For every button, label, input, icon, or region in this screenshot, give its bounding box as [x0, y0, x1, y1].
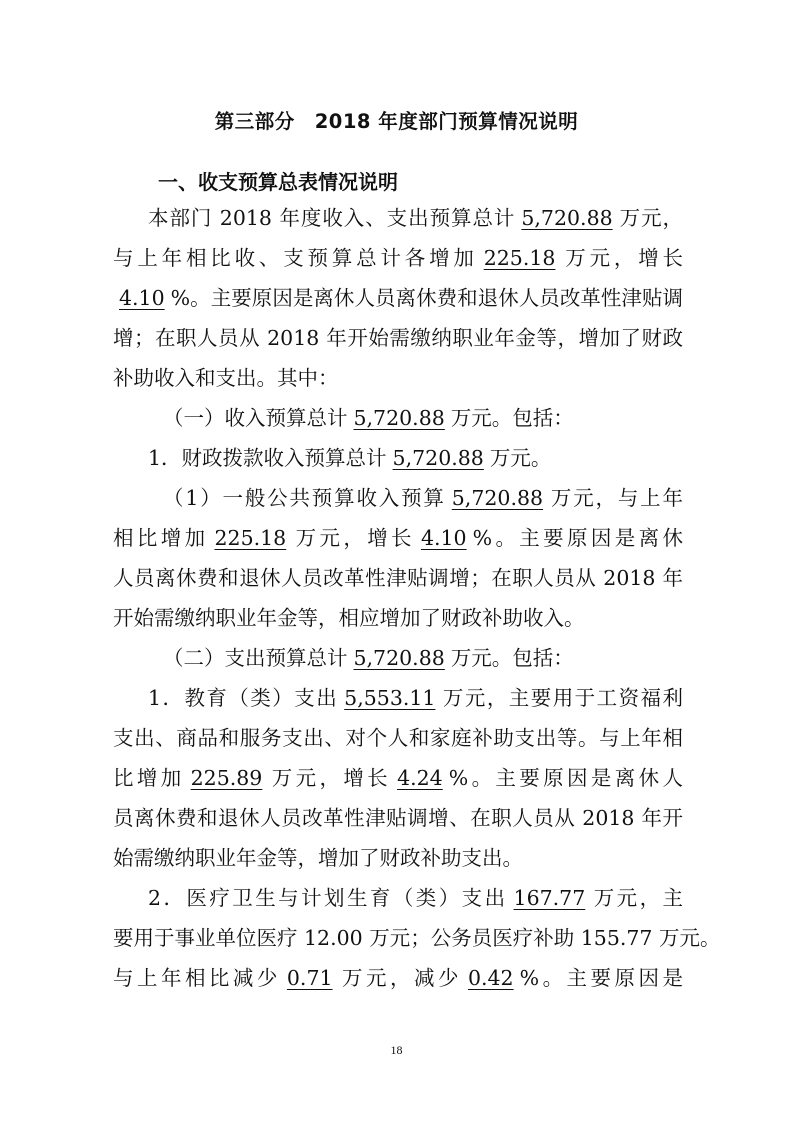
- text-line: [113, 958, 683, 998]
- text-segment: 万元，: [618, 206, 684, 230]
- text-line: [113, 838, 683, 878]
- text-line: [113, 238, 683, 278]
- underlined-value: 5,553.11: [344, 686, 436, 710]
- underlined-value: 4.24: [397, 766, 443, 790]
- underlined-value: 225.18: [483, 246, 556, 270]
- underlined-value: 167.77: [513, 886, 586, 910]
- text-segment: 万元，增长: [268, 766, 392, 790]
- underlined-value: 0.71: [286, 966, 333, 990]
- text-segment: 支出、商品和服务支出、对个人和家庭补助支出等。与上年相: [113, 726, 683, 750]
- text-segment: 万元。包括：: [450, 406, 574, 430]
- underlined-value: 5,720.88: [353, 406, 445, 430]
- text-segment: 开始需缴纳职业年金等，相应增加了财政补助收入。: [113, 606, 585, 630]
- text-segment: 2．医疗卫生与计划生育（类）支出: [148, 886, 508, 910]
- text-line: [113, 598, 683, 638]
- text-line: [113, 278, 683, 318]
- page-number: 18: [390, 1043, 403, 1057]
- text-segment: 万元，增长: [292, 526, 415, 550]
- text-segment: （二）支出预算总计: [163, 646, 348, 670]
- text-line: [163, 638, 683, 678]
- text-segment: 增；在职人员从 2018 年开始需缴纳职业年金等，增加了财政: [113, 326, 683, 350]
- text-line: [148, 198, 683, 238]
- text-line: [113, 758, 683, 798]
- underlined-value: 5,720.88: [521, 206, 613, 230]
- underlined-value: 5,720.88: [392, 446, 484, 470]
- text-segment: 员离休费和退休人员改革性津贴调增、在职人员从 2018 年开: [113, 806, 683, 830]
- underlined-value: 225.18: [214, 526, 287, 550]
- text-segment: （一）收入预算总计: [163, 406, 348, 430]
- text-line: [148, 438, 683, 478]
- page-title: 第三部分 2018 年度部门预算情况说明: [214, 110, 579, 133]
- text-line: [148, 878, 683, 918]
- text-segment: 1．教育（类）支出: [148, 686, 339, 710]
- text-segment: 始需缴纳职业年金等，增加了财政补助支出。: [113, 846, 523, 870]
- text-line: [163, 478, 683, 518]
- text-segment: %。主要原因是离休人: [448, 766, 684, 790]
- text-segment: 与上年相比收、支预算总计各增加: [113, 246, 478, 270]
- text-segment: 与上年相比减少: [113, 966, 281, 990]
- text-segment: 人员离休费和退休人员改革性津贴调增；在职人员从 2018 年: [113, 566, 683, 590]
- text-line: [113, 798, 683, 838]
- text-segment: 万元，主要用于工资福利: [441, 686, 684, 710]
- underlined-value: 5,720.88: [451, 486, 544, 510]
- text-segment: 万元，与上年: [549, 486, 684, 510]
- text-line: [113, 718, 683, 758]
- text-line: [113, 558, 683, 598]
- text-segment: 比增加: [113, 766, 185, 790]
- text-segment: 要用于事业单位医疗 12.00 万元；公务员医疗补助 155.77 万元。: [113, 926, 721, 950]
- text-segment: %。主要原因是: [519, 966, 683, 990]
- text-line: [163, 398, 683, 438]
- underlined-value: 5,720.88: [353, 646, 445, 670]
- underlined-value: 225.89: [190, 766, 263, 790]
- text-line: [113, 318, 683, 358]
- text-segment: 万元，主: [591, 886, 684, 910]
- text-line: [148, 678, 683, 718]
- text-segment: （1）一般公共预算收入预算: [163, 486, 446, 510]
- section-heading: 一、收支预算总表情况说明: [158, 170, 398, 194]
- text-line: [113, 518, 683, 558]
- text-segment: 万元，减少: [338, 966, 462, 990]
- text-segment: 万元。: [489, 446, 552, 470]
- text-line: [113, 918, 721, 958]
- text-segment: %。主要原因是离休人员离休费和退休人员改革性津贴调: [170, 286, 683, 310]
- underlined-value: 4.10: [420, 526, 467, 550]
- underlined-value: 4.10: [119, 286, 165, 310]
- text-segment: 补助收入和支出。其中：: [113, 366, 339, 390]
- text-segment: 万元，增长: [561, 246, 684, 270]
- text-segment: 本部门 2018 年度收入、支出预算总计: [148, 206, 516, 230]
- text-line: [113, 358, 683, 398]
- underlined-value: 0.42: [467, 966, 514, 990]
- text-segment: %。主要原因是离休: [472, 526, 684, 550]
- text-segment: 1．财政拨款收入预算总计: [148, 446, 387, 470]
- text-segment: 万元。包括：: [450, 646, 574, 670]
- text-segment: 相比增加: [113, 526, 209, 550]
